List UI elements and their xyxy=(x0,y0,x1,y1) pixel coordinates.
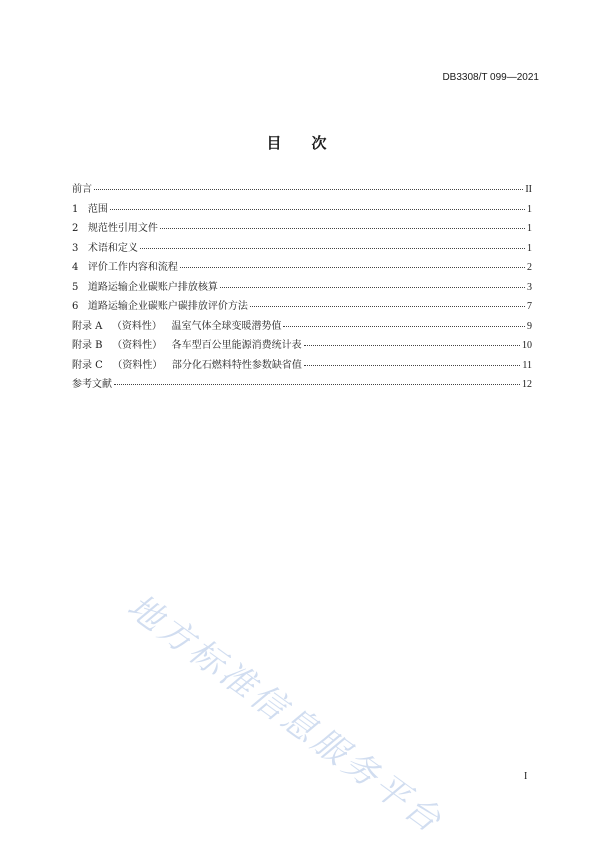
toc-leader xyxy=(160,228,525,229)
toc-entry-label: 5 道路运输企业碳账户排放核算 xyxy=(72,281,218,293)
toc-entry-page: 11 xyxy=(522,359,532,371)
toc-entry-page: II xyxy=(525,184,532,195)
toc-entry-page: 2 xyxy=(527,262,532,273)
toc-entry-page: 7 xyxy=(527,301,532,312)
toc-entry-appendix-a[interactable] xyxy=(72,317,532,337)
title-char-right: 次 xyxy=(311,134,329,152)
toc-leader xyxy=(110,209,525,210)
toc-entry-label: 6 道路运输企业碳账户碳排放评价方法 xyxy=(72,301,248,312)
toc-entry-label: 参考文献 xyxy=(72,379,112,390)
toc-entry-terms[interactable] xyxy=(72,239,532,259)
toc-leader xyxy=(283,326,525,327)
toc-entry-appendix-c[interactable] xyxy=(72,356,532,376)
toc-leader xyxy=(220,287,525,288)
watermark: 地方标准信息服务平台 xyxy=(119,586,451,843)
toc-leader xyxy=(250,306,525,307)
page-number: I xyxy=(524,771,528,782)
toc-entry-label: 3 术语和定义 xyxy=(72,242,138,254)
toc-leader xyxy=(140,248,525,249)
toc-leader xyxy=(94,189,523,190)
toc-entry-page: 1 xyxy=(527,203,532,215)
toc-entry-page: 3 xyxy=(527,281,532,293)
toc-entry-label: 附录 B （资料性） 各车型百公里能源消费统计表 xyxy=(72,340,302,351)
toc-entry-page: 1 xyxy=(527,223,532,234)
toc-entry-label: 1 范围 xyxy=(72,203,108,215)
toc-entry-page: 9 xyxy=(527,320,532,332)
toc-entry-emission-accounting[interactable] xyxy=(72,278,532,298)
toc-leader xyxy=(114,384,520,385)
document-code: DB3308/T 099—2021 xyxy=(442,72,539,83)
toc-entry-appendix-b[interactable] xyxy=(72,336,532,356)
toc-entry-foreword[interactable] xyxy=(72,180,532,200)
toc-leader xyxy=(304,345,520,346)
toc-entry-evaluation-process[interactable] xyxy=(72,258,532,278)
toc-entry-page: 1 xyxy=(527,242,532,254)
title-char-left: 目 xyxy=(266,134,284,152)
toc-entry-normative-references[interactable] xyxy=(72,219,532,239)
toc-entry-evaluation-method[interactable] xyxy=(72,297,532,317)
toc-entry-label: 前言 xyxy=(72,184,92,195)
toc-entry-bibliography[interactable] xyxy=(72,375,532,395)
toc-entry-page: 12 xyxy=(522,379,532,390)
toc-leader xyxy=(180,267,525,268)
toc-entry-label: 附录 A （资料性） 温室气体全球变暖潜势值 xyxy=(72,320,282,332)
table-of-contents xyxy=(72,180,532,395)
page-title xyxy=(0,132,595,153)
toc-entry-label: 2 规范性引用文件 xyxy=(72,223,158,234)
toc-entry-label: 附录 C （资料性） 部分化石燃料特性参数缺省值 xyxy=(72,359,302,371)
toc-entry-label: 4 评价工作内容和流程 xyxy=(72,262,178,273)
toc-entry-page: 10 xyxy=(522,340,532,351)
toc-leader xyxy=(304,365,520,366)
toc-entry-scope[interactable] xyxy=(72,200,532,220)
